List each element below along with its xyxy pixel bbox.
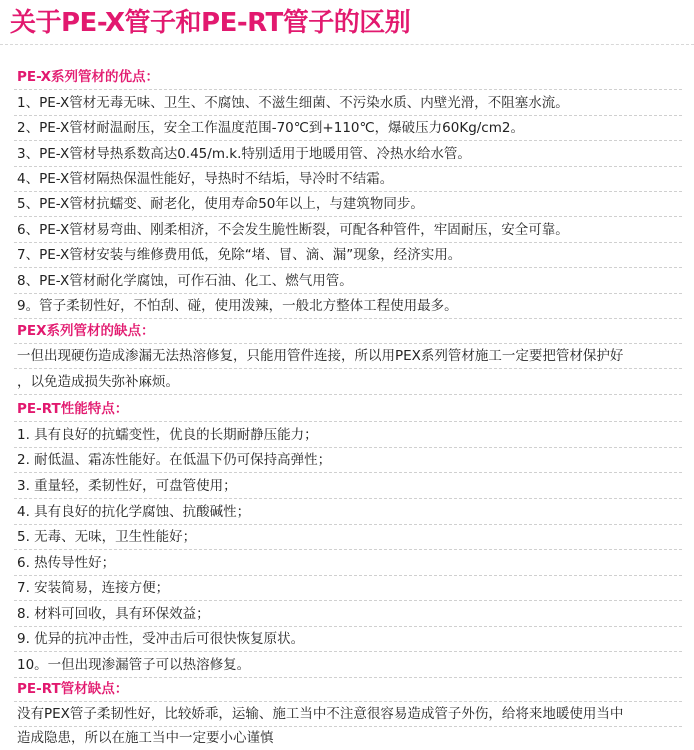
divider (14, 498, 682, 499)
section-heading-pert-features: PE-RT性能特点： (17, 401, 129, 417)
list-item: 6、PE-X管材易弯曲、刚柔相济，不会发生脆性断裂，可配各种管件，牢固耐压，安全可靠。 (17, 222, 569, 238)
list-item: 6. 热传导性好； (17, 555, 116, 571)
list-item: 7、PE-X管材安装与维修费用低，免除“堵、冒、滴、漏”现象，经济实用。 (17, 247, 462, 263)
divider (14, 293, 682, 294)
list-item: 2、PE-X管材耐温耐压，安全工作温度范围-70℃到+110℃，爆破压力60Kg/cm2。 (17, 120, 524, 136)
paragraph-line: 一但出现硬伤造成渗漏无法热溶修复，只能用管件连接，所以用PEX系列管材施工一定要把管材保护好 (17, 348, 624, 364)
divider (14, 343, 682, 344)
divider (14, 394, 682, 395)
paragraph-line: ，以免造成损失弥补麻烦。 (17, 374, 179, 390)
divider (14, 626, 682, 627)
list-item: 1、PE-X管材无毒无味、卫生、不腐蚀、不滋生细菌、不污染水质、内壁光滑，不阻塞水流。 (17, 95, 569, 111)
list-item: 5、PE-X管材抗蠕变、耐老化，使用寿命50年以上，与建筑物同步。 (17, 196, 424, 212)
list-item: 8、PE-X管材耐化学腐蚀，可作石油、化工、燃气用管。 (17, 273, 353, 289)
list-item: 4. 具有良好的抗化学腐蚀、抗酸碱性； (17, 504, 251, 520)
list-item: 2. 耐低温、霜冻性能好。在低温下仍可保持高弹性； (17, 452, 332, 468)
divider (14, 166, 682, 167)
list-item: 7. 安装简易，连接方便； (17, 580, 170, 596)
divider (14, 524, 682, 525)
divider (14, 115, 682, 116)
title-bar (0, 0, 694, 50)
divider (14, 421, 682, 422)
list-item: 9. 优异的抗冲击性，受冲击后可很快恢复原状。 (17, 631, 305, 647)
divider (14, 701, 682, 702)
list-item: 5. 无毒、无味，卫生性能好； (17, 529, 197, 545)
divider (14, 549, 682, 550)
list-item: 9。管子柔韧性好，不怕刮、碰，使用泼辣，一般北方整体工程使用最多。 (17, 298, 458, 314)
title-divider (0, 44, 694, 45)
divider (14, 216, 682, 217)
section-heading-pert-cons: PE-RT管材缺点： (17, 681, 129, 697)
divider (14, 242, 682, 243)
divider (14, 447, 682, 448)
section-heading-pex-pros: PE-X系列管材的优点： (17, 69, 160, 85)
divider (14, 368, 682, 369)
divider (14, 600, 682, 601)
divider (14, 267, 682, 268)
divider (14, 140, 682, 141)
divider (14, 677, 682, 678)
section-heading-pex-cons: PEX系列管材的缺点： (17, 323, 155, 339)
page-title: 关于PE-X管子和PE-RT管子的区别 (10, 8, 411, 38)
divider (14, 318, 682, 319)
list-item: 4、PE-X管材隔热保温性能好，导热时不结垢，导冷时不结霜。 (17, 171, 394, 187)
paragraph-line: 没有PEX管子柔韧性好，比较娇乖，运输、施工当中不注意很容易造成管子外伤，给将来地暖使用当中 (17, 706, 624, 722)
divider (14, 651, 682, 652)
divider (14, 575, 682, 576)
paragraph-line: 造成隐患，所以在施工当中一定要小心谨慎 (17, 730, 274, 746)
list-item: 10。一但出现渗漏管子可以热溶修复。 (17, 657, 251, 673)
list-item: 8. 材料可回收，具有环保效益； (17, 606, 210, 622)
divider (14, 726, 682, 727)
divider (14, 89, 682, 90)
list-item: 1. 具有良好的抗蠕变性，优良的长期耐静压能力； (17, 427, 318, 443)
divider (14, 472, 682, 473)
list-item: 3、PE-X管材导热系数高达0.45/m.k.特别适用于地暖用管、冷热水给水管。 (17, 146, 471, 162)
divider (14, 191, 682, 192)
list-item: 3. 重量轻，柔韧性好，可盘管使用； (17, 478, 237, 494)
